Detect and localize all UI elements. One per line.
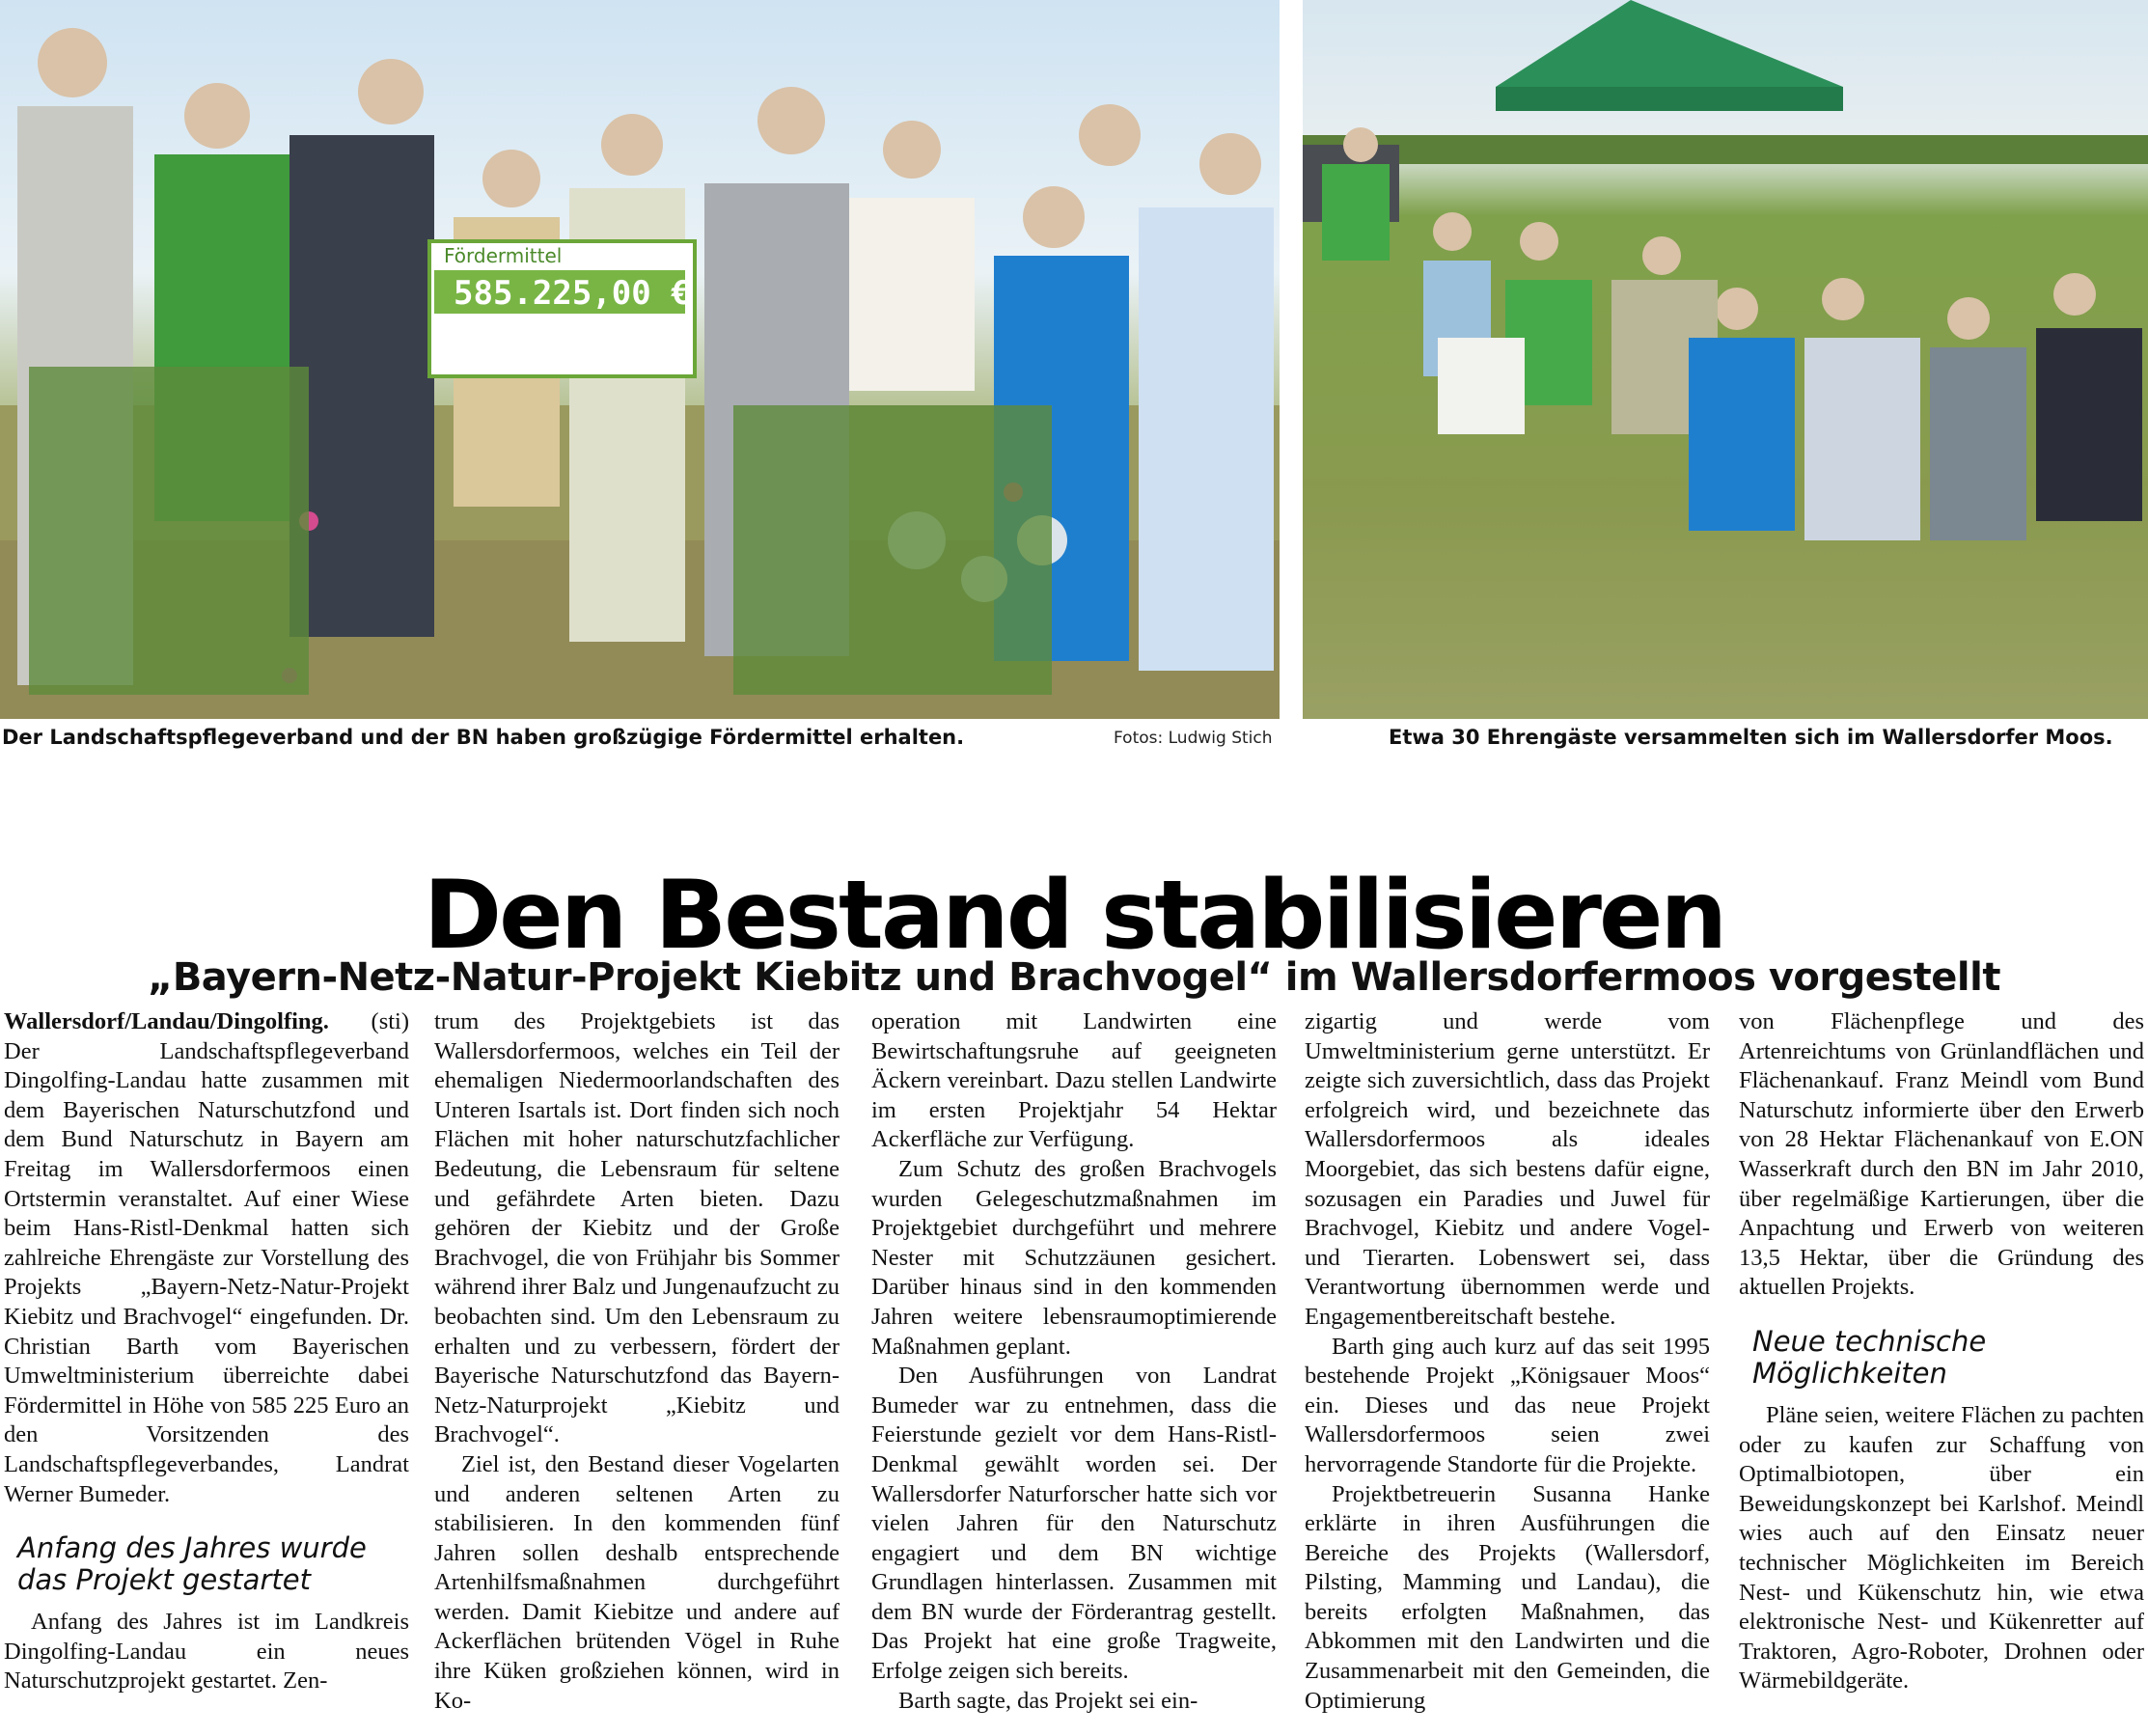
photo-cheque-handover <box>0 0 1280 719</box>
article-paragraph: (sti) Der Landschaftspflegeverband Dingolfing-Landau hatte zusammen mit dem Bayerischen Naturschutzfond und dem Bund Naturschutz in Bayern am Freitag im Wallersdorfermoos einen Ortstermin veranstaltet. Auf einer Wiese beim Hans-Ristl-Denkmal hatten sich zahlreiche Ehrengäste zur Vorstellung des Projekts „Bayern-Netz-Natur-Projekt Kiebitz und Brachvogel“ eingefunden. Dr. Christian Barth vom Bayerischen Umweltministerium überreichte dabei Fördermittel in Höhe von 585 225 Euro an den Vorsitzenden des Landschaftspflegeverbandes, Landrat Werner Bumeder. <box>4 1008 409 1507</box>
headline: Den Bestand stabilisieren <box>423 860 1725 971</box>
photo-guests-seated <box>1303 0 2148 719</box>
photo-caption-right: Etwa 30 Ehrengäste versammelten sich im Wallersdorfer Moos. <box>1389 726 2113 749</box>
article-column-2 <box>434 1007 840 1731</box>
article-column-1 <box>4 1007 409 1731</box>
article-paragraph: operation mit Landwirten eine Bewirtschaftungsruhe auf geeigneten Äckern vereinbart. Dazu stellen Landwirte im ersten Projektjahr 54 Hektar Ackerfläche zur Verfügung. <box>871 1008 1277 1153</box>
article-column-5 <box>1739 1007 2144 1731</box>
check-sign-title: Fördermittel <box>444 244 563 267</box>
article-paragraph: Barth ging auch kurz auf das seit 1995 bestehende Projekt „Königsauer Moos“ ein. Dieses und das neue Projekt Wallersdorfermoos seien zwei hervorragende Standorte für die Projekte. <box>1305 1333 1710 1477</box>
article-paragraph: Anfang des Jahres ist im Landkreis Dingolfing-Landau ein neues Naturschutzprojekt gestartet. Zen- <box>4 1609 409 1695</box>
article-paragraph: Zum Schutz des großen Brachvogels wurden Gelegeschutzmaßnahmen im Projektgebiet durchgeführt und mehrere Nester mit Schutzzäunen gesichert. Darüber hinaus sind in den kommenden Jahren weitere lebensraumoptimierende Maßnahmen geplant. <box>871 1155 1277 1360</box>
article-paragraph: von Flächenpflege und des Artenreichtums von Grünlandflächen und Flächenankauf. Franz Meindl vom Bund Naturschutz informierte über den Erwerb von 28 Hektar Flächenankauf von E.ON Wasserkraft durch den BN im Jahr 2010, über regelmäßige Kartierungen, über die Anpachtung und Erwerb von weiteren 13,5 Hektar, über die Gründung des aktuellen Projekts. <box>1739 1008 2144 1301</box>
article-paragraph: Den Ausführungen von Landrat Bumeder war zu entnehmen, dass die Feierstunde gezielt vor dem Hans-Ristl-Denkmal gewählt worden sei. Der Wallersdorfer Naturforscher hatte sich vor vielen Jahren für den Naturschutz engagiert und dem BN wichtige Grundlagen hinterlassen. Zusammen mit dem BN wurde der Förderantrag gestellt. Das Projekt hat eine große Tragweite, Erfolge zeigen sich bereits. <box>871 1363 1277 1685</box>
check-amount: 585.225,00 € <box>454 274 691 313</box>
article-paragraph: Pläne seien, weitere Flächen zu pachten oder zu kaufen zur Schaffung von Optimalbiotopen, über ein Beweidungskonzept bei Karlshof. Meindl wies auch auf den Einsatz neuer technischer Möglichkeiten im Bereich Nest- und Kükenschutz hin, wie etwa elektronische Nest- und Kükenretter auf Traktoren, Agro-Roboter, Drohnen oder Wärmebildgeräte. <box>1739 1401 2144 1695</box>
article-paragraph: Barth sagte, das Projekt sei ein- <box>898 1687 1198 1714</box>
subhead: Neue technische Möglichkeiten <box>1752 1324 1987 1390</box>
photo-caption-left: Der Landschaftspflegeverband und der BN haben großzügige Fördermittel erhalten. <box>2 726 965 749</box>
photo-credit: Fotos: Ludwig Stich <box>1114 729 1273 748</box>
article-paragraph: zigartig und werde vom Umweltministerium gerne unterstützt. Er zeigte sich zuversichtlich, dass das Projekt erfolgreich wird, und bezeichnete das Wallersdorfermoos als ideales Moorgebiet, das sich bestens dafür eigne, sozusagen ein Paradies und Juwel für Brachvogel, Kiebitz und andere Vogel- und Tierarten. Lobenswert sei, dass Verantwortung übernommen werde und Engagementbereitschaft bestehe. <box>1305 1008 1710 1330</box>
article-paragraph: Projektbetreuerin Susanna Hanke erklärte in ihren Ausführungen die Bereiche des Projekts (Wallersdorf, Pilsting, Mamming und Landau), die bereits erfolgten Maßnahmen, das Abkommen mit den Landwirten und die Zusammenarbeit mit den Gemeinden, die Optimierung <box>1305 1480 1710 1714</box>
article-column-3 <box>871 1007 1277 1731</box>
article-paragraph: Ziel ist, den Bestand dieser Vogelarten und anderen seltenen Arten zu stabilisieren. In den kommenden fünf Jahren sollen deshalb entsprechende Artenhilfsmaßnahmen durchgeführt werden. Damit Kiebitze und andere auf Ackerflächen brütenden Vögel in Ruhe ihre Küken großziehen können, wird in Ko- <box>434 1450 840 1714</box>
subheadline: „Bayern-Netz-Natur-Projekt Kiebitz und Brachvogel“ im Wallersdorfermoos vorgestellt <box>148 955 2000 1001</box>
dateline: Wallersdorf/Landau/Dingolfing. <box>4 1008 329 1034</box>
subhead: Anfang des Jahres wurde das Projekt gestartet <box>17 1531 367 1597</box>
dateline-paragraph <box>4 1007 409 1509</box>
article-column-4 <box>1305 1007 1710 1731</box>
photo-guests-seated-illustration <box>1303 0 2148 719</box>
article-paragraph: trum des Projektgebiets ist das Wallersdorfermoos, welches ein Teil der ehemaligen Niedermoorlandschaften des Unteren Isartals ist. Dort finden sich noch Flächen mit hoher naturschutzfachlicher Bedeutung, die Lebensraum für seltene und gefährdete Arten bieten. Dazu gehören der Kiebitz und der Große Brachvogel, die von Frühjahr bis Sommer während ihrer Balz und Jungenaufzucht zu beobachten sind. Um den Lebensraum zu erhalten und zu verbessern, fördert der Bayerische Naturschutzfond das Bayern-Netz-Naturprojekt „Kiebitz und Brachvogel“. <box>434 1008 840 1448</box>
photo-cheque-handover-illustration <box>0 0 1280 719</box>
